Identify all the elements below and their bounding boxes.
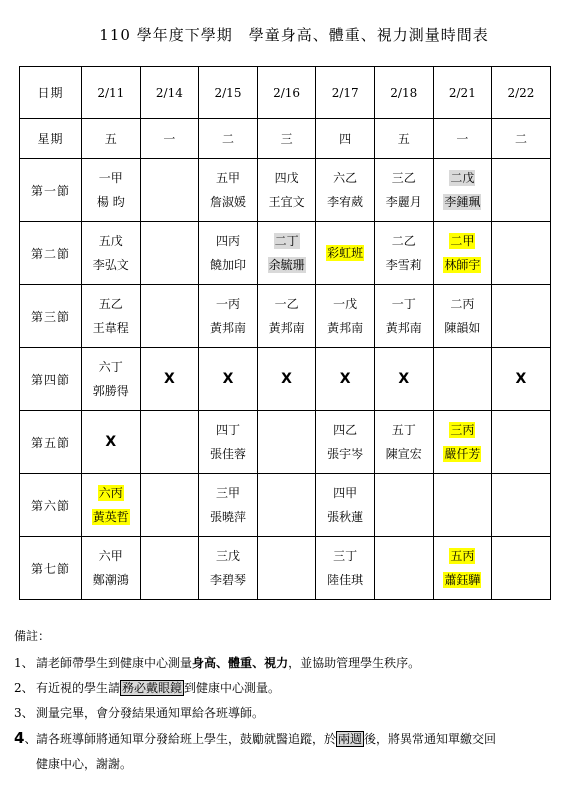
period-label: 第二節	[20, 222, 82, 285]
date-cell: 2/15	[199, 67, 258, 119]
teacher-name: 楊 昀	[96, 195, 125, 209]
class-name: 六甲	[98, 549, 123, 563]
schedule-cell	[82, 411, 141, 474]
teacher-name: 黃邦南	[209, 321, 246, 335]
schedule-cell	[316, 474, 375, 537]
period-label: 第七節	[20, 537, 82, 600]
unavailable-mark: X	[281, 371, 292, 387]
unavailable-mark: X	[515, 371, 527, 387]
class-name: 三乙	[391, 171, 416, 185]
class-name: 五乙	[98, 297, 123, 311]
date-cell: 2/16	[257, 67, 316, 119]
schedule-cell	[374, 348, 433, 411]
teacher-name: 張曉萍	[209, 510, 246, 524]
schedule-cell	[492, 348, 551, 411]
class-entry	[316, 166, 374, 214]
note-1-height: 身高	[192, 656, 217, 670]
class-entry	[82, 292, 140, 340]
weekday-cell: 二	[199, 119, 258, 159]
note-2-text-post: 到健康中心測量。	[184, 681, 281, 695]
class-entry	[199, 544, 257, 592]
date-row	[20, 67, 551, 119]
schedule-cell	[492, 411, 551, 474]
class-entry	[375, 292, 433, 340]
class-entry	[258, 229, 316, 277]
class-entry	[199, 481, 257, 529]
class-entry	[375, 418, 433, 466]
class-entry	[434, 166, 492, 214]
teacher-name: 陳韻如	[444, 321, 481, 335]
class-name: 一戊	[333, 297, 358, 311]
date-cell: 2/21	[433, 67, 492, 119]
date-cell: 2/18	[374, 67, 433, 119]
schedule-cell	[433, 348, 492, 411]
weekday-cell: 一	[140, 119, 199, 159]
schedule-cell	[433, 222, 492, 285]
schedule-cell	[316, 222, 375, 285]
note-3	[14, 701, 584, 726]
teacher-name: 李宥葳	[327, 195, 364, 209]
note-4-continuation: 健康中心，謝謝。	[36, 757, 133, 771]
class-entry	[82, 481, 140, 529]
period-row	[20, 159, 551, 222]
class-entry	[82, 166, 140, 214]
note-4-number: 4	[14, 729, 25, 747]
class-entry	[82, 544, 140, 592]
class-entry	[199, 166, 257, 214]
date-cell: 2/22	[492, 67, 551, 119]
teacher-name: 王宜文	[268, 195, 305, 209]
notes-title: 備註：	[14, 629, 51, 643]
class-entry	[434, 229, 492, 277]
note-1-weight: 體重	[228, 656, 253, 670]
period-label: 第四節	[20, 348, 82, 411]
teacher-name: 李弘文	[92, 258, 129, 272]
weekday-cell: 二	[492, 119, 551, 159]
class-name: 五甲	[215, 171, 240, 185]
schedule-cell	[433, 285, 492, 348]
class-name: 六丁	[98, 360, 123, 374]
schedule-cell	[199, 537, 258, 600]
class-name: 五丙	[450, 549, 475, 563]
measurement-schedule-table	[19, 66, 551, 600]
date-cell: 2/14	[140, 67, 199, 119]
schedule-cell	[374, 474, 433, 537]
note-1	[14, 651, 584, 676]
teacher-name: 黃邦南	[268, 321, 305, 335]
schedule-cell	[199, 159, 258, 222]
teacher-name: 陳宣宏	[385, 447, 422, 461]
schedule-cell	[82, 348, 141, 411]
schedule-cell	[140, 222, 199, 285]
schedule-cell	[433, 537, 492, 600]
class-name: 四丁	[215, 423, 240, 437]
teacher-name: 林師宇	[444, 258, 481, 272]
note-1-text-post: ，並協助管理學生秩序。	[288, 656, 421, 670]
schedule-cell	[316, 537, 375, 600]
schedule-cell	[140, 474, 199, 537]
schedule-cell	[316, 348, 375, 411]
schedule-cell	[316, 285, 375, 348]
schedule-cell	[492, 285, 551, 348]
teacher-name: 嚴仟芳	[444, 447, 481, 461]
note-4-boxed-two-weeks: 兩週	[338, 732, 363, 746]
class-entry	[434, 418, 492, 466]
class-name: 六丙	[98, 486, 123, 500]
schedule-cell	[82, 285, 141, 348]
period-row	[20, 285, 551, 348]
unavailable-mark: X	[105, 434, 117, 450]
date-cell: 2/17	[316, 67, 375, 119]
period-label: 第五節	[20, 411, 82, 474]
schedule-cell	[199, 474, 258, 537]
class-entry	[375, 166, 433, 214]
note-1-text-pre: 請老師帶學生到健康中心測量	[36, 656, 193, 670]
period-label: 第三節	[20, 285, 82, 348]
teacher-name: 張佳蓉	[209, 447, 246, 461]
notes-section	[14, 624, 584, 777]
class-name: 二戊	[450, 171, 475, 185]
class-entry	[316, 418, 374, 466]
class-name: 五丁	[391, 423, 416, 437]
period-row	[20, 411, 551, 474]
teacher-name: 郭勝得	[92, 384, 129, 398]
schedule-cell	[82, 222, 141, 285]
schedule-cell	[199, 411, 258, 474]
schedule-cell	[257, 222, 316, 285]
teacher-name: 詹淑媛	[209, 195, 246, 209]
teacher-name: 蕭鈺驊	[444, 573, 481, 587]
unavailable-mark: X	[222, 371, 234, 387]
teacher-name: 黃邦南	[327, 321, 364, 335]
schedule-cell	[257, 348, 316, 411]
class-entry	[258, 292, 316, 340]
note-4-number-sep: 、	[24, 732, 37, 746]
page-title: 110 學年度下學期 學童身高、體重、視力測量時間表	[99, 26, 489, 44]
class-name: 四丙	[215, 234, 240, 248]
schedule-cell	[374, 222, 433, 285]
schedule-cell	[82, 474, 141, 537]
class-entry	[434, 544, 492, 592]
schedule-cell	[492, 537, 551, 600]
teacher-name: 李鍾珮	[444, 195, 481, 209]
class-name: 四戊	[274, 171, 299, 185]
class-name: 一丁	[391, 297, 416, 311]
class-entry	[82, 355, 140, 403]
teacher-name: 陸佳琪	[327, 573, 364, 587]
schedule-cell	[257, 159, 316, 222]
date-label: 日期	[20, 67, 82, 119]
teacher-name: 張宇岑	[327, 447, 364, 461]
class-name: 三甲	[215, 486, 240, 500]
schedule-cell	[492, 222, 551, 285]
schedule-cell	[82, 537, 141, 600]
note-3-number: 3、	[14, 706, 34, 720]
class-name: 三丁	[333, 549, 358, 563]
class-name: 五戊	[98, 234, 123, 248]
class-entry	[199, 292, 257, 340]
schedule-cell	[492, 159, 551, 222]
note-2-text-pre: 有近視的學生請	[36, 681, 121, 695]
teacher-name: 張秋蓮	[327, 510, 364, 524]
note-3-text: 測量完畢，會分發結果通知單給各班導師。	[36, 706, 265, 720]
weekday-cell: 五	[374, 119, 433, 159]
schedule-cell	[316, 411, 375, 474]
class-entry	[258, 166, 316, 214]
schedule-cell	[433, 474, 492, 537]
weekday-row	[20, 119, 551, 159]
schedule-cell	[433, 411, 492, 474]
class-entry	[434, 292, 492, 340]
note-4-text-pre: 請各班導師將通知單分發給班上學生，鼓勵就醫追蹤，於	[36, 732, 337, 746]
schedule-cell	[140, 285, 199, 348]
unavailable-mark: X	[163, 371, 175, 387]
period-row	[20, 474, 551, 537]
schedule-cell	[492, 474, 551, 537]
weekday-cell: 三	[257, 119, 316, 159]
schedule-cell	[140, 411, 199, 474]
schedule-cell	[199, 222, 258, 285]
class-name: 一乙	[274, 297, 299, 311]
note-2-boxed-glasses: 務必戴眼鏡	[122, 681, 183, 695]
teacher-name: 鄭潮鴻	[92, 573, 129, 587]
weekday-cell: 五	[82, 119, 141, 159]
schedule-cell	[316, 159, 375, 222]
class-entry	[316, 481, 374, 529]
schedule-cell	[433, 159, 492, 222]
teacher-name: 余毓珊	[268, 258, 305, 272]
class-entry	[82, 229, 140, 277]
class-entry	[316, 544, 374, 592]
schedule-cell	[257, 411, 316, 474]
period-row	[20, 222, 551, 285]
schedule-cell	[374, 285, 433, 348]
class-name: 二丁	[274, 234, 299, 248]
class-name: 一丙	[215, 297, 240, 311]
class-name: 三丙	[450, 423, 475, 437]
schedule-cell	[257, 474, 316, 537]
teacher-name: 李麗月	[385, 195, 422, 209]
class-entry	[316, 292, 374, 340]
note-1-sep1: 、	[216, 656, 229, 670]
note-4	[14, 726, 584, 752]
schedule-cell	[82, 159, 141, 222]
class-name: 彩虹班	[327, 246, 364, 260]
period-row	[20, 537, 551, 600]
class-name: 四甲	[333, 486, 358, 500]
period-label: 第六節	[20, 474, 82, 537]
weekday-label: 星期	[20, 119, 82, 159]
schedule-cell	[374, 159, 433, 222]
unavailable-mark: X	[398, 371, 410, 387]
note-2	[14, 676, 584, 701]
period-row	[20, 348, 551, 411]
class-name: 六乙	[333, 171, 358, 185]
class-name: 四乙	[333, 423, 358, 437]
class-name: 三戊	[215, 549, 240, 563]
class-name: 一甲	[98, 171, 123, 185]
teacher-name: 黃英哲	[92, 510, 129, 524]
class-name: 二乙	[391, 234, 416, 248]
teacher-name: 李雪莉	[385, 258, 422, 272]
note-1-vision: 視力	[264, 656, 289, 670]
note-4-text-post: 後，將異常通知單繳交回	[364, 732, 497, 746]
date-cell: 2/11	[82, 67, 141, 119]
schedule-cell	[140, 159, 199, 222]
unavailable-mark: X	[339, 371, 351, 387]
class-entry	[199, 229, 257, 277]
schedule-cell	[374, 411, 433, 474]
teacher-name: 李碧琴	[209, 573, 246, 587]
schedule-cell	[257, 537, 316, 600]
schedule-cell	[140, 537, 199, 600]
note-1-number: 1、	[14, 656, 34, 670]
schedule-cell	[374, 537, 433, 600]
class-entry	[316, 241, 374, 265]
weekday-cell: 四	[316, 119, 375, 159]
class-name: 二甲	[450, 234, 475, 248]
weekday-cell: 一	[433, 119, 492, 159]
class-name: 二丙	[450, 297, 475, 311]
schedule-cell	[140, 348, 199, 411]
teacher-name: 饒加印	[209, 258, 246, 272]
schedule-cell	[199, 285, 258, 348]
period-label: 第一節	[20, 159, 82, 222]
schedule-cell	[199, 348, 258, 411]
teacher-name: 黃邦南	[385, 321, 422, 335]
teacher-name: 王韋程	[92, 321, 129, 335]
note-2-number: 2、	[14, 681, 34, 695]
schedule-cell	[257, 285, 316, 348]
class-entry	[375, 229, 433, 277]
note-1-sep2: 、	[252, 656, 265, 670]
class-entry	[199, 418, 257, 466]
